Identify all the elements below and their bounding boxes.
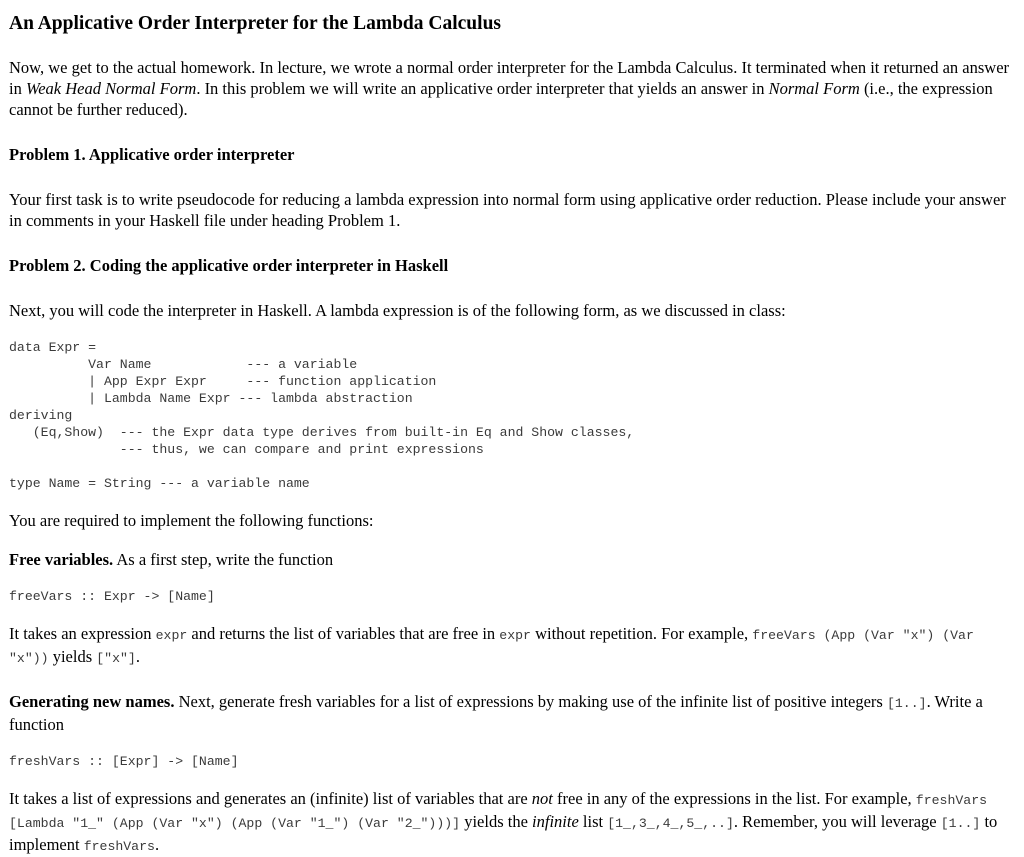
free-vars-heading: Free variables.	[9, 550, 114, 569]
code-line: | App Expr Expr --- function application	[9, 374, 437, 389]
fresh-vars-signature: freshVars :: [Expr] -> [Name]	[9, 754, 239, 769]
inline-code: [1_,3_,4_,5_,..]	[607, 816, 734, 831]
inline-code: ["x"]	[96, 651, 136, 666]
intro-paragraph	[9, 57, 1015, 120]
desc-text: .	[154, 835, 160, 854]
intro-text: (i.e., the expression cannot be further reduced).	[9, 79, 993, 119]
code-line: data Expr =	[9, 340, 97, 355]
desc-text: without repetition. For example,	[530, 624, 753, 643]
problem1-body: Your first task is to write pseudocode for reducing a lambda expression into normal form using applicative order reduction. Please include your answer in comments in your Haskell file under heading Problem 1.	[9, 190, 1006, 230]
inline-code: [1..]	[940, 816, 981, 831]
inline-code: freeVars (App (Var "x") (Var "x"))	[9, 628, 974, 666]
desc-text: list	[578, 812, 608, 831]
problem2-heading: Problem 2. Coding the applicative order interpreter in Haskell	[9, 256, 449, 275]
new-names-heading: Generating new names.	[9, 692, 175, 711]
code-line: Var Name --- a variable	[9, 357, 358, 372]
code-line: | Lambda Name Expr --- lambda abstraction	[9, 391, 413, 406]
code-line	[9, 458, 1015, 475]
problem1-heading: Problem 1. Applicative order interpreter	[9, 145, 295, 164]
inline-code: expr	[155, 628, 188, 643]
whnf-term: Weak Head Normal Form	[25, 79, 197, 98]
free-vars-intro: As a first step, write the function	[113, 550, 334, 569]
desc-text: yields	[48, 647, 97, 666]
intro-text: Now, we get to the actual homework. In lecture, we wrote a normal order interpreter for the Lambda Calculus. It terminated when it returned an answer in	[9, 58, 1010, 98]
desc-text: to implement	[9, 812, 998, 854]
inline-code: expr	[499, 628, 531, 643]
desc-text: It takes an expression	[9, 624, 156, 643]
code-line: deriving	[9, 408, 73, 423]
fresh-vars-description	[9, 788, 1015, 857]
desc-text: yields the	[460, 812, 533, 831]
required-text: You are required to implement the following functions:	[9, 511, 374, 530]
new-names-paragraph	[9, 691, 1015, 735]
problem2-body: Next, you will code the interpreter in Haskell. A lambda expression is of the following form, as we discussed in class:	[9, 301, 786, 320]
document-title: An Applicative Order Interpreter for the Lambda Calculus	[9, 13, 502, 34]
code-line: --- thus, we can compare and print expressions	[9, 442, 484, 457]
code-line: (Eq,Show) --- the Expr data type derives from built-in Eq and Show classes,	[9, 425, 635, 440]
desc-text: . Write a function	[9, 692, 983, 734]
desc-text: free in any of the expressions in the list. For example,	[552, 789, 916, 808]
expr-code-block	[9, 339, 1015, 492]
free-vars-signature: freeVars :: Expr -> [Name]	[9, 589, 215, 604]
desc-text: . Remember, you will leverage	[733, 812, 941, 831]
emphasis: not	[531, 789, 553, 808]
desc-text: It takes a list of expressions and generates an (infinite) list of variables that are	[9, 789, 532, 808]
code-line: type Name = String --- a variable name	[9, 476, 310, 491]
inline-code: freshVars	[83, 839, 155, 854]
free-vars-paragraph	[9, 549, 1015, 570]
emphasis: infinite	[532, 812, 579, 831]
nf-term: Normal Form	[768, 79, 860, 98]
inline-code: [1..]	[886, 696, 927, 711]
desc-text: Next, generate fresh variables for a list of expressions by making use of the infinite list of positive integers	[174, 692, 887, 711]
free-vars-description	[9, 623, 1015, 669]
inline-code: freshVars [Lambda "1_" (App (Var "x") (App (Var "1_") (Var "2_")))]	[9, 793, 988, 831]
desc-text: .	[135, 647, 140, 666]
intro-text: . In this problem we will write an applicative order interpreter that yields an answer in	[196, 79, 769, 98]
desc-text: and returns the list of variables that are free in	[187, 624, 500, 643]
